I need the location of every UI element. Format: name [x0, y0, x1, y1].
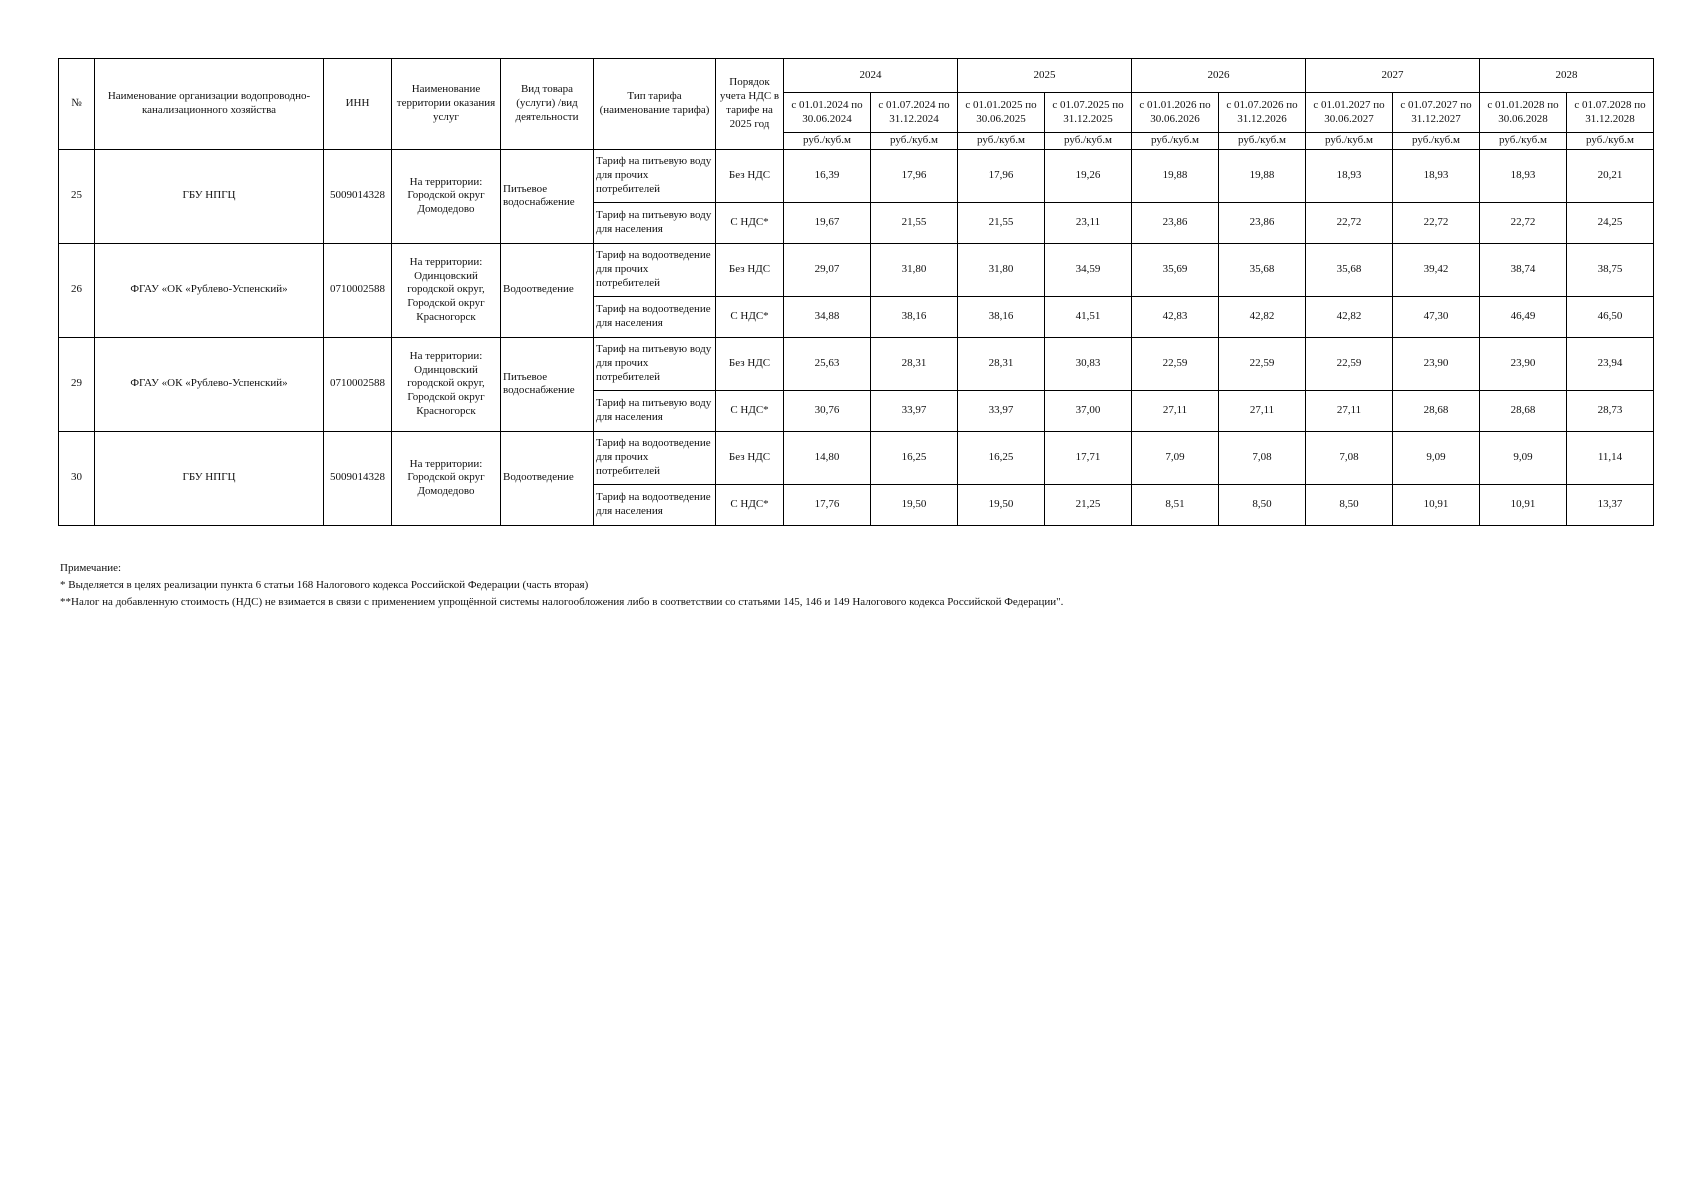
cell-value: 22,59 [1219, 337, 1306, 390]
cell-value: 22,72 [1480, 202, 1567, 243]
table-body [59, 149, 1654, 525]
cell-value: 18,93 [1306, 149, 1393, 202]
cell-value: 35,68 [1306, 243, 1393, 296]
cell-vat: С НДС* [716, 202, 784, 243]
cell-value: 41,51 [1045, 296, 1132, 337]
header-period: с 01.01.2027 по 30.06.2027 [1306, 93, 1393, 133]
header-unit: руб./куб.м [1567, 133, 1654, 150]
cell-value: 17,96 [958, 149, 1045, 202]
cell-value: 27,11 [1219, 390, 1306, 431]
cell-value: 30,76 [784, 390, 871, 431]
header-unit: руб./куб.м [871, 133, 958, 150]
header-period: с 01.07.2027 по 31.12.2027 [1393, 93, 1480, 133]
cell-value: 23,90 [1480, 337, 1567, 390]
cell-value: 47,30 [1393, 296, 1480, 337]
cell-vat: Без НДС [716, 149, 784, 202]
cell-value: 17,96 [871, 149, 958, 202]
cell-value: 18,93 [1393, 149, 1480, 202]
header-period: с 01.07.2025 по 31.12.2025 [1045, 93, 1132, 133]
cell-num: 25 [59, 149, 95, 243]
notes [60, 560, 1063, 611]
cell-vat: Без НДС [716, 243, 784, 296]
cell-value: 38,16 [871, 296, 958, 337]
cell-vat: С НДС* [716, 296, 784, 337]
header-unit: руб./куб.м [1132, 133, 1219, 150]
cell-inn: 5009014328 [324, 431, 392, 525]
cell-value: 23,90 [1393, 337, 1480, 390]
cell-value: 10,91 [1480, 484, 1567, 525]
cell-value: 30,83 [1045, 337, 1132, 390]
cell-value: 42,82 [1306, 296, 1393, 337]
cell-tariff-type: Тариф на водоотведение для населения [594, 484, 716, 525]
cell-value: 16,25 [871, 431, 958, 484]
header-unit: руб./куб.м [1480, 133, 1567, 150]
header-unit: руб./куб.м [1393, 133, 1480, 150]
cell-inn: 0710002588 [324, 243, 392, 337]
cell-value: 38,74 [1480, 243, 1567, 296]
header-tariff-type: Тип тарифа (наименование тарифа) [594, 59, 716, 150]
cell-value: 9,09 [1393, 431, 1480, 484]
cell-tariff-type: Тариф на питьевую воду для прочих потребителей [594, 149, 716, 202]
header-unit: руб./куб.м [958, 133, 1045, 150]
header-year: 2025 [958, 59, 1132, 93]
cell-value: 38,75 [1567, 243, 1654, 296]
header-territory: Наименование территории оказания услуг [392, 59, 501, 150]
cell-value: 23,86 [1132, 202, 1219, 243]
header-vat-order: Порядок учета НДС в тарифе на 2025 год [716, 59, 784, 150]
header-year: 2027 [1306, 59, 1480, 93]
cell-num: 26 [59, 243, 95, 337]
cell-value: 27,11 [1132, 390, 1219, 431]
cell-territory: На территории: Одинцовский городской округ, Городской округ Красногорск [392, 337, 501, 431]
cell-value: 11,14 [1567, 431, 1654, 484]
cell-value: 37,00 [1045, 390, 1132, 431]
header-unit: руб./куб.м [1306, 133, 1393, 150]
cell-value: 35,69 [1132, 243, 1219, 296]
cell-service: Питьевое водоснабжение [501, 149, 594, 243]
cell-value: 23,86 [1219, 202, 1306, 243]
cell-inn: 0710002588 [324, 337, 392, 431]
cell-value: 42,82 [1219, 296, 1306, 337]
cell-value: 33,97 [871, 390, 958, 431]
cell-value: 31,80 [871, 243, 958, 296]
cell-value: 42,83 [1132, 296, 1219, 337]
cell-value: 14,80 [784, 431, 871, 484]
cell-value: 23,11 [1045, 202, 1132, 243]
cell-value: 22,59 [1132, 337, 1219, 390]
cell-value: 25,63 [784, 337, 871, 390]
cell-service: Водоотведение [501, 431, 594, 525]
note-vat-allocated: * Выделяется в целях реализации пункта 6 статьи 168 Налогового кодекса Российской Федерации (часть вторая) [60, 579, 589, 591]
cell-value: 28,68 [1480, 390, 1567, 431]
cell-value: 46,50 [1567, 296, 1654, 337]
cell-value: 8,50 [1306, 484, 1393, 525]
cell-num: 29 [59, 337, 95, 431]
cell-value: 21,55 [871, 202, 958, 243]
cell-value: 28,73 [1567, 390, 1654, 431]
header-period: с 01.07.2024 по 31.12.2024 [871, 93, 958, 133]
header-unit: руб./куб.м [1219, 133, 1306, 150]
header-period: с 01.01.2024 по 30.06.2024 [784, 93, 871, 133]
cell-value: 23,94 [1567, 337, 1654, 390]
cell-value: 22,72 [1306, 202, 1393, 243]
cell-value: 22,59 [1306, 337, 1393, 390]
cell-tariff-type: Тариф на водоотведение для прочих потребителей [594, 431, 716, 484]
table-row [59, 149, 1654, 202]
header-num: № [59, 59, 95, 150]
tariff-table [58, 58, 1654, 526]
cell-service: Питьевое водоснабжение [501, 337, 594, 431]
cell-num: 30 [59, 431, 95, 525]
cell-value: 35,68 [1219, 243, 1306, 296]
header-year: 2026 [1132, 59, 1306, 93]
cell-value: 20,21 [1567, 149, 1654, 202]
cell-value: 19,50 [871, 484, 958, 525]
cell-tariff-type: Тариф на питьевую воду для прочих потребителей [594, 337, 716, 390]
table-row [59, 337, 1654, 390]
cell-org: ГБУ НПГЦ [95, 149, 324, 243]
header-period: с 01.01.2025 по 30.06.2025 [958, 93, 1045, 133]
cell-value: 19,50 [958, 484, 1045, 525]
cell-tariff-type: Тариф на водоотведение для населения [594, 296, 716, 337]
table-row [59, 243, 1654, 296]
cell-service: Водоотведение [501, 243, 594, 337]
header-unit: руб./куб.м [1045, 133, 1132, 150]
cell-vat: С НДС* [716, 484, 784, 525]
cell-value: 8,50 [1219, 484, 1306, 525]
cell-value: 46,49 [1480, 296, 1567, 337]
cell-value: 16,39 [784, 149, 871, 202]
cell-value: 21,55 [958, 202, 1045, 243]
cell-value: 9,09 [1480, 431, 1567, 484]
header-year: 2028 [1480, 59, 1654, 93]
cell-value: 10,91 [1393, 484, 1480, 525]
header-period: с 01.07.2028 по 31.12.2028 [1567, 93, 1654, 133]
cell-territory: На территории: Одинцовский городской округ, Городской округ Красногорск [392, 243, 501, 337]
table-row [59, 431, 1654, 484]
cell-org: ФГАУ «ОК «Рублево-Успенский» [95, 243, 324, 337]
cell-tariff-type: Тариф на питьевую воду для населения [594, 202, 716, 243]
cell-value: 21,25 [1045, 484, 1132, 525]
cell-value: 31,80 [958, 243, 1045, 296]
header-unit: руб./куб.м [784, 133, 871, 150]
cell-value: 19,88 [1219, 149, 1306, 202]
cell-inn: 5009014328 [324, 149, 392, 243]
cell-org: ФГАУ «ОК «Рублево-Успенский» [95, 337, 324, 431]
notes-title: Примечание: [60, 562, 122, 574]
cell-value: 39,42 [1393, 243, 1480, 296]
header-period: с 01.07.2026 по 31.12.2026 [1219, 93, 1306, 133]
note-vat-exempt: **Налог на добавленную стоимость (НДС) не взимается в связи с применением упрощённой системы налогообложения либо в соответствии со статьями 145, 146 и 149 Налогового кодекса Российской Федерации". [60, 596, 1064, 608]
header-service: Вид товара (услуги) /вид деятельности [501, 59, 594, 150]
cell-org: ГБУ НПГЦ [95, 431, 324, 525]
cell-value: 34,59 [1045, 243, 1132, 296]
cell-territory: На территории: Городской округ Домодедово [392, 149, 501, 243]
header-period: с 01.01.2026 по 30.06.2026 [1132, 93, 1219, 133]
header-period: с 01.01.2028 по 30.06.2028 [1480, 93, 1567, 133]
cell-vat: Без НДС [716, 431, 784, 484]
cell-value: 7,08 [1219, 431, 1306, 484]
cell-value: 17,76 [784, 484, 871, 525]
cell-value: 16,25 [958, 431, 1045, 484]
cell-value: 28,31 [871, 337, 958, 390]
cell-value: 38,16 [958, 296, 1045, 337]
cell-value: 28,31 [958, 337, 1045, 390]
cell-value: 29,07 [784, 243, 871, 296]
cell-value: 28,68 [1393, 390, 1480, 431]
cell-value: 33,97 [958, 390, 1045, 431]
cell-value: 8,51 [1132, 484, 1219, 525]
cell-value: 18,93 [1480, 149, 1567, 202]
cell-value: 17,71 [1045, 431, 1132, 484]
cell-value: 24,25 [1567, 202, 1654, 243]
cell-value: 19,26 [1045, 149, 1132, 202]
cell-value: 7,09 [1132, 431, 1219, 484]
cell-value: 19,88 [1132, 149, 1219, 202]
table-header [59, 59, 1654, 150]
cell-value: 34,88 [784, 296, 871, 337]
cell-value: 19,67 [784, 202, 871, 243]
cell-value: 7,08 [1306, 431, 1393, 484]
header-year: 2024 [784, 59, 958, 93]
cell-tariff-type: Тариф на питьевую воду для населения [594, 390, 716, 431]
header-org: Наименование организации водопроводно-канализационного хозяйства [95, 59, 324, 150]
header-inn: ИНН [324, 59, 392, 150]
cell-vat: С НДС* [716, 390, 784, 431]
cell-vat: Без НДС [716, 337, 784, 390]
cell-value: 22,72 [1393, 202, 1480, 243]
cell-territory: На территории: Городской округ Домодедово [392, 431, 501, 525]
cell-value: 13,37 [1567, 484, 1654, 525]
cell-tariff-type: Тариф на водоотведение для прочих потребителей [594, 243, 716, 296]
cell-value: 27,11 [1306, 390, 1393, 431]
